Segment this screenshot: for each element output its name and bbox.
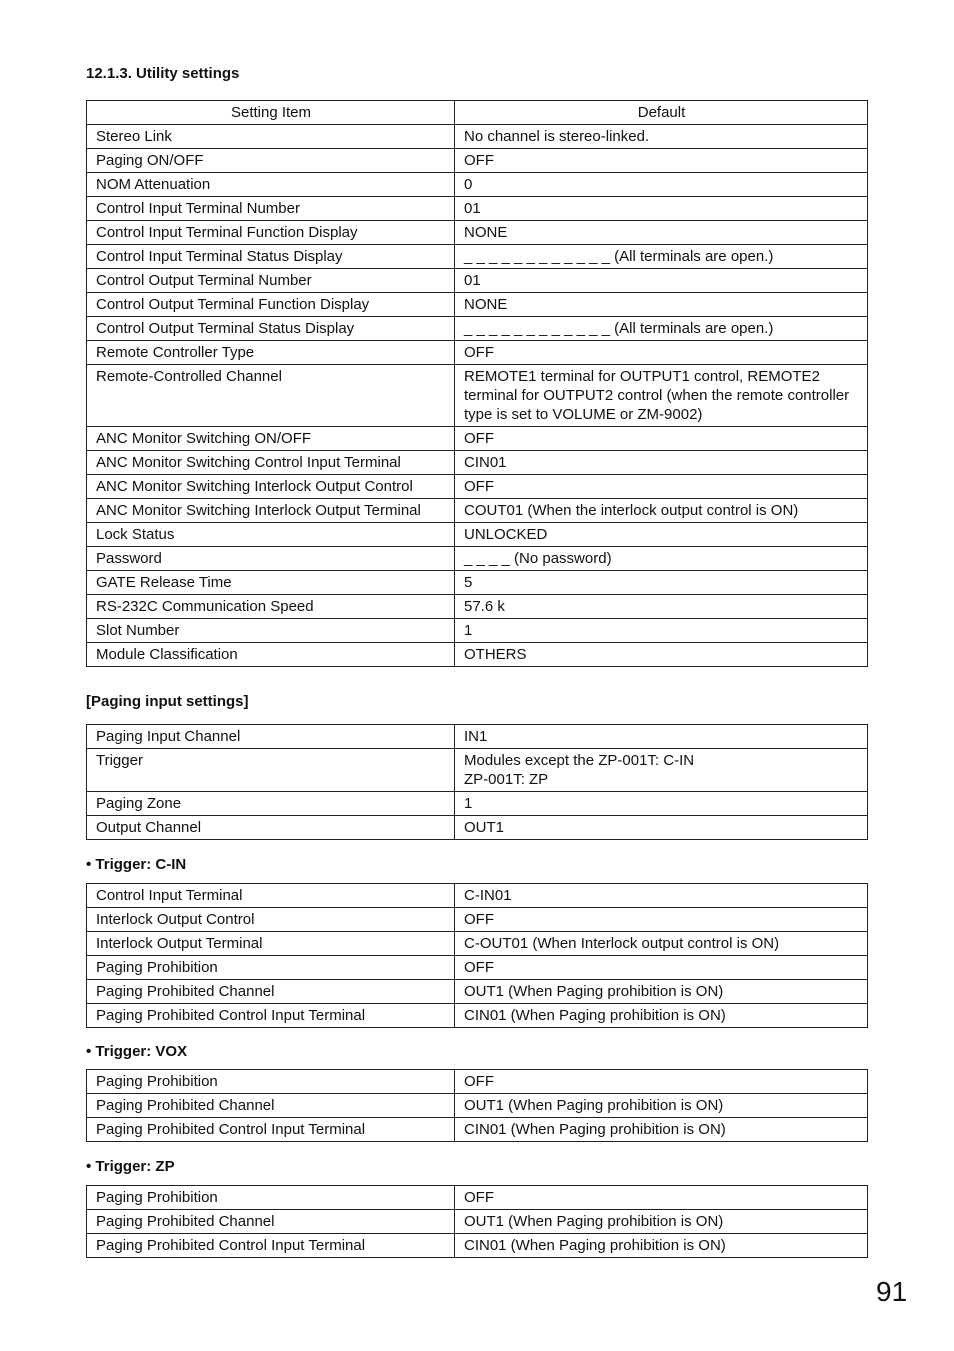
default-value-cell: OFF: [455, 908, 868, 932]
setting-item-cell: Paging Prohibited Channel: [87, 1094, 455, 1118]
table-row: [87, 475, 868, 499]
setting-item-cell: Remote-Controlled Channel: [87, 365, 455, 427]
setting-item-cell: Paging Prohibited Channel: [87, 1210, 455, 1234]
table-row: [87, 293, 868, 317]
default-value-cell: OFF: [455, 1186, 868, 1210]
setting-item-cell: Remote Controller Type: [87, 341, 455, 365]
column-header-setting-item: Setting Item: [87, 101, 455, 125]
setting-item-cell: Stereo Link: [87, 125, 455, 149]
setting-item-cell: Control Output Terminal Number: [87, 269, 455, 293]
default-value-cell: CIN01 (When Paging prohibition is ON): [455, 1234, 868, 1258]
trigger-value-line: ZP-001T: ZP: [464, 771, 549, 788]
table-row: [87, 499, 868, 523]
default-value-cell: IN1: [455, 725, 868, 749]
table-row: [87, 523, 868, 547]
table-row: [87, 1118, 868, 1142]
setting-item-cell: Control Input Terminal: [87, 884, 455, 908]
table-row: [87, 125, 868, 149]
setting-item-cell: Paging Prohibited Control Input Terminal: [87, 1004, 455, 1028]
table-row: [87, 595, 868, 619]
table-row: [87, 725, 868, 749]
default-value-cell: OUT1 (When Paging prohibition is ON): [455, 1094, 868, 1118]
default-value-cell: 5: [455, 571, 868, 595]
default-value-cell: OTHERS: [455, 643, 868, 667]
table-row: [87, 173, 868, 197]
table-row: [87, 197, 868, 221]
table-row: [87, 451, 868, 475]
setting-item-cell: Paging Prohibited Channel: [87, 980, 455, 1004]
utility-settings-table: [86, 100, 868, 667]
default-value-cell: 01: [455, 269, 868, 293]
table-row: [87, 221, 868, 245]
setting-item-cell: Paging Prohibition: [87, 1070, 455, 1094]
default-value-cell: CIN01 (When Paging prohibition is ON): [455, 1118, 868, 1142]
table-row: [87, 1070, 868, 1094]
table-row: [87, 341, 868, 365]
setting-item-cell: Control Output Terminal Function Display: [87, 293, 455, 317]
table-row: [87, 792, 868, 816]
section-heading-paging-input: [Paging input settings]: [86, 693, 249, 710]
setting-item-cell: ANC Monitor Switching Control Input Terminal: [87, 451, 455, 475]
setting-item-cell: NOM Attenuation: [87, 173, 455, 197]
page-number: 91: [876, 1276, 908, 1307]
table-row: [87, 980, 868, 1004]
default-value-cell: No channel is stereo-linked.: [455, 125, 868, 149]
setting-item-cell: Trigger: [87, 749, 455, 792]
default-value-cell: OFF: [455, 341, 868, 365]
default-value-cell: OFF: [455, 149, 868, 173]
table-row: [87, 932, 868, 956]
setting-item-cell: Slot Number: [87, 619, 455, 643]
column-header-default: Default: [455, 101, 868, 125]
section-heading-trigger-cin: • Trigger: C-IN: [86, 856, 187, 873]
section-heading-utility: 12.1.3. Utility settings: [86, 65, 240, 82]
default-value-cell: _ _ _ _ _ _ _ _ _ _ _ _ (All terminals are open.): [455, 317, 868, 341]
table-row: [87, 619, 868, 643]
table-row: [87, 956, 868, 980]
default-value-cell: OUT1 (When Paging prohibition is ON): [455, 1210, 868, 1234]
table-row: [87, 1186, 868, 1210]
default-value-cell: [455, 749, 868, 792]
default-value-cell: UNLOCKED: [455, 523, 868, 547]
setting-item-cell: Control Input Terminal Status Display: [87, 245, 455, 269]
default-value-cell: _ _ _ _ _ _ _ _ _ _ _ _ (All terminals are open.): [455, 245, 868, 269]
setting-item-cell: Paging Prohibited Control Input Terminal: [87, 1234, 455, 1258]
trigger-zp-table: [86, 1185, 868, 1258]
setting-item-cell: Control Output Terminal Status Display: [87, 317, 455, 341]
table-row: [87, 571, 868, 595]
setting-item-cell: Control Input Terminal Number: [87, 197, 455, 221]
table-row: [87, 643, 868, 667]
setting-item-cell: Lock Status: [87, 523, 455, 547]
table-row: [87, 1234, 868, 1258]
setting-item-cell: Password: [87, 547, 455, 571]
setting-item-cell: Output Channel: [87, 816, 455, 840]
setting-item-cell: RS-232C Communication Speed: [87, 595, 455, 619]
table-row: [87, 317, 868, 341]
default-value-cell: REMOTE1 terminal for OUTPUT1 control, REMOTE2 terminal for OUTPUT2 control (when the remote controller type is set to VOLUME or ZM-9002): [455, 365, 868, 427]
table-row: [87, 816, 868, 840]
setting-item-cell: GATE Release Time: [87, 571, 455, 595]
setting-item-cell: Interlock Output Control: [87, 908, 455, 932]
default-value-cell: 1: [455, 792, 868, 816]
section-heading-trigger-vox: • Trigger: VOX: [86, 1043, 188, 1060]
default-value-cell: CIN01 (When Paging prohibition is ON): [455, 1004, 868, 1028]
trigger-cin-table: [86, 883, 868, 1028]
default-value-cell: CIN01: [455, 451, 868, 475]
default-value-cell: 01: [455, 197, 868, 221]
trigger-vox-table: [86, 1069, 868, 1142]
paging-input-table: [86, 724, 868, 840]
default-value-cell: OFF: [455, 1070, 868, 1094]
table-row: [87, 365, 868, 427]
default-value-cell: OFF: [455, 956, 868, 980]
default-value-cell: NONE: [455, 293, 868, 317]
table-row: [87, 884, 868, 908]
setting-item-cell: Module Classification: [87, 643, 455, 667]
setting-item-cell: Paging Zone: [87, 792, 455, 816]
setting-item-cell: Paging Prohibition: [87, 1186, 455, 1210]
default-value-cell: OUT1: [455, 816, 868, 840]
table-row: [87, 1094, 868, 1118]
setting-item-cell: Paging Prohibition: [87, 956, 455, 980]
default-value-cell: 0: [455, 173, 868, 197]
default-value-cell: C-IN01: [455, 884, 868, 908]
setting-item-cell: ANC Monitor Switching ON/OFF: [87, 427, 455, 451]
table-row: [87, 1004, 868, 1028]
default-value-cell: COUT01 (When the interlock output control is ON): [455, 499, 868, 523]
default-value-cell: OFF: [455, 427, 868, 451]
default-value-cell: OFF: [455, 475, 868, 499]
setting-item-cell: Interlock Output Terminal: [87, 932, 455, 956]
trigger-value-line: Modules except the ZP-001T: C-IN: [464, 752, 695, 769]
setting-item-cell: Paging Prohibited Control Input Terminal: [87, 1118, 455, 1142]
setting-item-cell: Paging ON/OFF: [87, 149, 455, 173]
default-value-cell: C-OUT01 (When Interlock output control is ON): [455, 932, 868, 956]
table-header-row: [87, 101, 868, 125]
table-row: [87, 749, 868, 792]
setting-item-cell: ANC Monitor Switching Interlock Output Terminal: [87, 499, 455, 523]
default-value-cell: 1: [455, 619, 868, 643]
setting-item-cell: Paging Input Channel: [87, 725, 455, 749]
table-row: [87, 547, 868, 571]
table-row: [87, 269, 868, 293]
section-heading-trigger-zp: • Trigger: ZP: [86, 1158, 175, 1175]
table-row: [87, 1210, 868, 1234]
table-row: [87, 245, 868, 269]
default-value-cell: 57.6 k: [455, 595, 868, 619]
table-row: [87, 908, 868, 932]
default-value-cell: NONE: [455, 221, 868, 245]
table-row: [87, 149, 868, 173]
table-row: [87, 427, 868, 451]
setting-item-cell: ANC Monitor Switching Interlock Output Control: [87, 475, 455, 499]
default-value-cell: OUT1 (When Paging prohibition is ON): [455, 980, 868, 1004]
setting-item-cell: Control Input Terminal Function Display: [87, 221, 455, 245]
default-value-cell: _ _ _ _ (No password): [455, 547, 868, 571]
